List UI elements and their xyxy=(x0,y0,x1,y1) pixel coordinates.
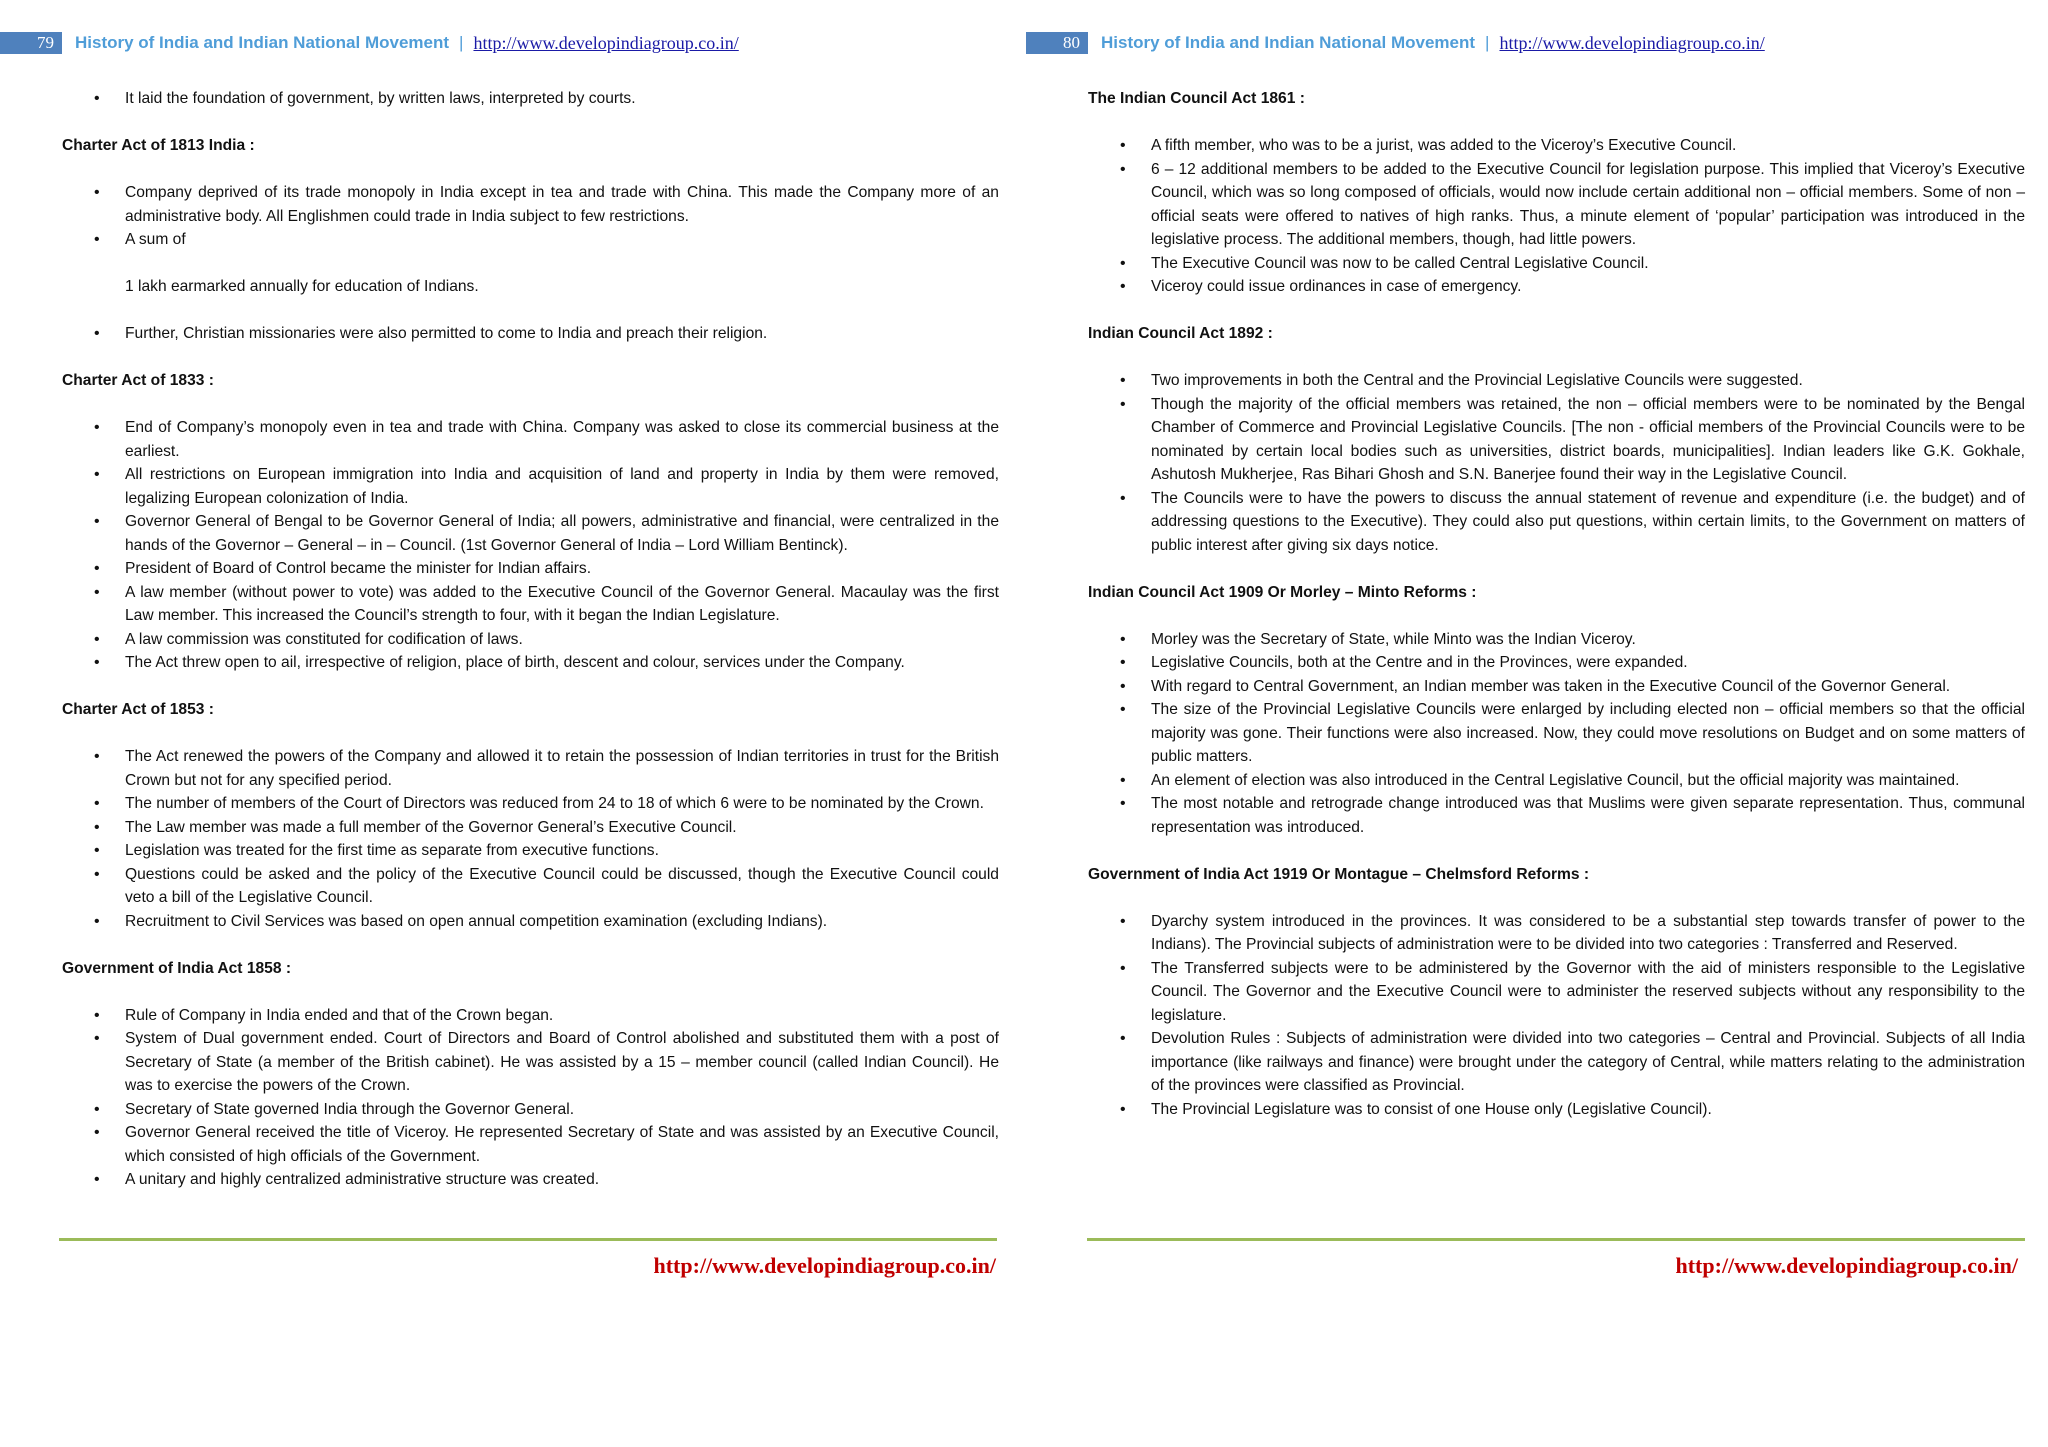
list-item: • The Act threw open to ail, irrespective of religion, place of birth, descent and colour, services under the Company. xyxy=(62,651,999,675)
list-item: • A fifth member, who was to be a jurist, was added to the Viceroy’s Executive Council. xyxy=(1088,134,2025,158)
page-content xyxy=(62,87,999,1192)
section-heading: Charter Act of 1853 : xyxy=(62,701,214,718)
list-item: • The Provincial Legislature was to consist of one House only (Legislative Council). xyxy=(1088,1098,2025,1122)
list-item: • All restrictions on European immigration into India and acquisition of land and property in India by them were removed, legalizing European colonization of India. xyxy=(62,463,999,510)
bullet-list xyxy=(1088,134,2025,299)
list-item: • Secretary of State governed India through the Governor General. xyxy=(62,1098,999,1122)
list-item: • Two improvements in both the Central and the Provincial Legislative Councils were suggested. xyxy=(1088,369,2025,393)
section-heading: Charter Act of 1833 : xyxy=(62,372,214,389)
bullet-list xyxy=(62,322,999,346)
list-item: • The Act renewed the powers of the Company and allowed it to retain the possession of Indian territories in trust for the British Crown but not for any specified period. xyxy=(62,745,999,792)
list-item: • Though the majority of the official members was retained, the non – official members were to be nominated by the Bengal Chamber of Commerce and Provincial Legislative Councils. [The non - official members of the Provincial Councils were to be nominated by certain local bodies such as universities, district boards, municipalities]. Indian leaders like G.K. Gokhale, Ashutosh Mukherjee, Ras Bihari Ghosh and S.N. Banerjee found their way in the Legislative Council. xyxy=(1088,393,2025,487)
bullet-list xyxy=(62,87,999,111)
list-item: • Further, Christian missionaries were also permitted to come to India and preach their religion. xyxy=(62,322,999,346)
list-item: • Governor General of Bengal to be Governor General of India; all powers, administrative and financial, were centralized in the hands of the Governor – General – in – Council. (1st Governor General of India – Lord William Bentinck). xyxy=(62,510,999,557)
header-title: History of India and Indian National Movement xyxy=(75,33,450,52)
bullet-list xyxy=(62,745,999,933)
paragraph: 1 lakh earmarked annually for education of Indians. xyxy=(125,278,479,295)
header-separator: | xyxy=(1485,33,1490,52)
section-heading: Charter Act of 1813 India : xyxy=(62,137,255,154)
header-link[interactable]: http://www.developindiagroup.co.in/ xyxy=(473,32,739,53)
section-heading: The Indian Council Act 1861 : xyxy=(1088,90,1305,107)
header-link[interactable]: http://www.developindiagroup.co.in/ xyxy=(1499,32,1765,53)
list-item: • Questions could be asked and the policy of the Executive Council could be discussed, though the Executive Council could veto a bill of the Legislative Council. xyxy=(62,863,999,910)
list-item: • Governor General received the title of Viceroy. He represented Secretary of State and was assisted by an Executive Council, which consisted of high officials of the Government. xyxy=(62,1121,999,1168)
list-item: • A law commission was constituted for codification of laws. xyxy=(62,628,999,652)
list-item: • With regard to Central Government, an Indian member was taken in the Executive Council of the Governor General. xyxy=(1088,675,2025,699)
page-number: 79 xyxy=(0,32,62,54)
list-item: • End of Company’s monopoly even in tea and trade with China. Company was asked to close its commercial business at the earliest. xyxy=(62,416,999,463)
section-heading: Indian Council Act 1909 Or Morley – Minto Reforms : xyxy=(1088,583,1477,601)
page-content xyxy=(1088,87,2025,1121)
header-separator: | xyxy=(459,33,464,52)
bullet-list xyxy=(1088,628,2025,840)
list-item: • President of Board of Control became the minister for Indian affairs. xyxy=(62,557,999,581)
footer-divider xyxy=(1087,1238,2025,1241)
section-heading: Indian Council Act 1892 : xyxy=(1088,325,1273,342)
page-header xyxy=(0,32,1024,54)
list-item: • 6 – 12 additional members to be added to the Executive Council for legislation purpose. This implied that Viceroy’s Executive Council, which was so long composed of officials, would now include certain additional non – official members. Some of non – official seats were offered to natives of high ranks. Thus, a minute element of ‘popular’ participation was introduced in the legislative process. The additional members, though, had little powers. xyxy=(1088,158,2025,252)
list-item: • Devolution Rules : Subjects of administration were divided into two categories – Central and Provincial. Subjects of all India importance (like railways and finance) were brought under the category of Central, while matters relating to the administration of the provinces were classified as Provincial. xyxy=(1088,1027,2025,1098)
list-item: • System of Dual government ended. Court of Directors and Board of Control abolished and substituted them with a post of Secretary of State (a member of the British cabinet). He was assisted by a 15 – member council (called Indian Council). He was to exercise the powers of the Crown. xyxy=(62,1027,999,1098)
list-item: • A law member (without power to vote) was added to the Executive Council of the Governor General. Macaulay was the first Law member. This increased the Council’s strength to four, with it began the Indian Legislature. xyxy=(62,581,999,628)
page-number: 80 xyxy=(1026,32,1088,54)
list-item: • A sum of xyxy=(62,228,999,252)
list-item: • The Transferred subjects were to be administered by the Governor with the aid of ministers responsible to the Legislative Council. The Governor and the Executive Council were to administer the reserved subjects without any responsibility to the legislature. xyxy=(1088,957,2025,1028)
list-item: • The size of the Provincial Legislative Councils were enlarged by including elected non – official members so that the official majority was gone. Their functions were also increased. Now, they could move resolutions on Budget and on some matters of public matters. xyxy=(1088,698,2025,769)
footer-link[interactable]: http://www.developindiagroup.co.in/ xyxy=(1675,1253,2018,1278)
list-item: • Company deprived of its trade monopoly in India except in tea and trade with China. This made the Company more of an administrative body. All Englishmen could trade in India subject to few restrictions. xyxy=(62,181,999,228)
list-item: • The Councils were to have the powers to discuss the annual statement of revenue and expenditure (i.e. the budget) and of addressing questions to the Executive). They could also put questions, within certain limits, to the Government on matters of public interest after giving six days notice. xyxy=(1088,487,2025,558)
list-item: • A unitary and highly centralized administrative structure was created. xyxy=(62,1168,999,1192)
header-title: History of India and Indian National Movement xyxy=(1101,33,1476,52)
list-item: • The Executive Council was now to be called Central Legislative Council. xyxy=(1088,252,2025,276)
section-heading: Government of India Act 1919 Or Montague – Chelmsford Reforms : xyxy=(1088,865,1590,883)
list-item: • It laid the foundation of government, by written laws, interpreted by courts. xyxy=(62,87,999,111)
list-item: • The number of members of the Court of Directors was reduced from 24 to 18 of which 6 were to be nominated by the Crown. xyxy=(62,792,999,816)
list-item: • The most notable and retrograde change introduced was that Muslims were given separate representation. Thus, communal representation was introduced. xyxy=(1088,792,2025,839)
section-heading: Government of India Act 1858 : xyxy=(62,959,292,977)
bullet-list xyxy=(1088,910,2025,1122)
list-item: • Rule of Company in India ended and that of the Crown began. xyxy=(62,1004,999,1028)
footer-divider xyxy=(59,1238,997,1241)
list-item: • Morley was the Secretary of State, while Minto was the Indian Viceroy. xyxy=(1088,628,2025,652)
list-item: • Dyarchy system introduced in the provinces. It was considered to be a substantial step towards transfer of power to the Indians). The Provincial subjects of administration were to be divided into two categories : Transferred and Reserved. xyxy=(1088,910,2025,957)
list-item: • Legislation was treated for the first time as separate from executive functions. xyxy=(62,839,999,863)
list-item: • Viceroy could issue ordinances in case of emergency. xyxy=(1088,275,2025,299)
bullet-list xyxy=(62,416,999,675)
list-item: • Legislative Councils, both at the Centre and in the Provinces, were expanded. xyxy=(1088,651,2025,675)
bullet-list xyxy=(1088,369,2025,557)
list-item: • Recruitment to Civil Services was based on open annual competition examination (excluding Indians). xyxy=(62,910,999,934)
page-header xyxy=(1024,32,2048,54)
bullet-list xyxy=(62,1004,999,1192)
right-page xyxy=(1024,0,2048,1447)
list-item: • An element of election was also introduced in the Central Legislative Council, but the official majority was maintained. xyxy=(1088,769,2025,793)
footer-link[interactable]: http://www.developindiagroup.co.in/ xyxy=(653,1253,996,1278)
bullet-list xyxy=(62,181,999,252)
list-item: • The Law member was made a full member of the Governor General’s Executive Council. xyxy=(62,816,999,840)
